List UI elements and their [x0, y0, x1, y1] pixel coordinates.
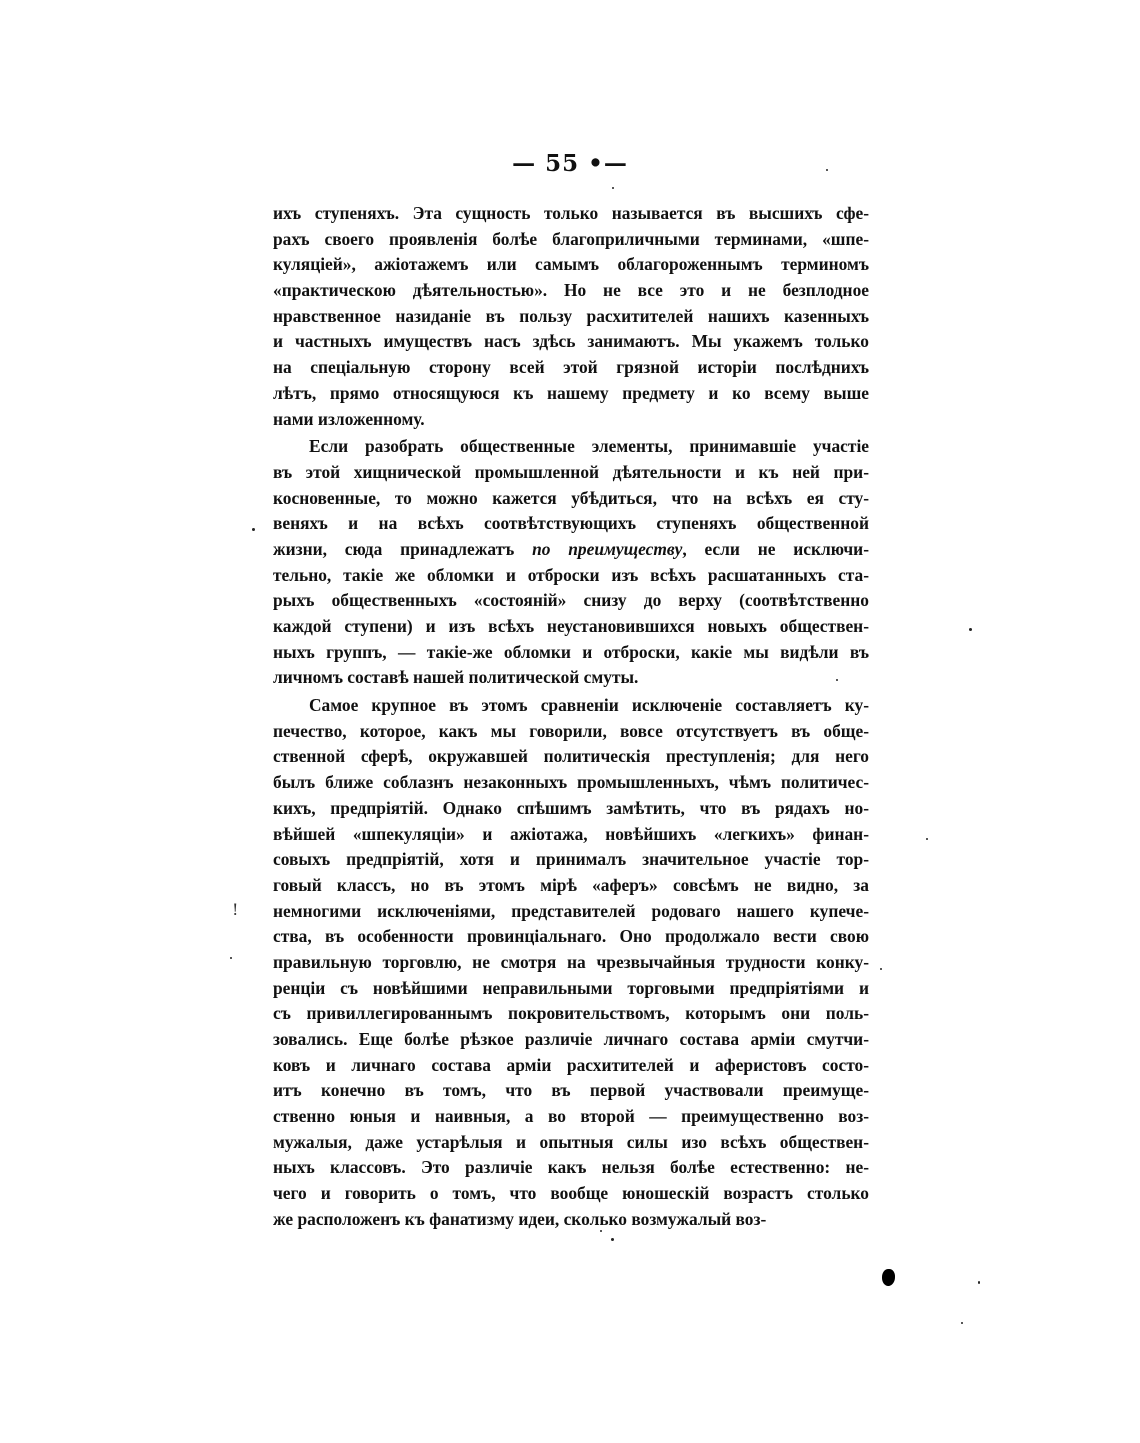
text-segment: нами изложенному. [273, 408, 425, 429]
scan-speck [836, 679, 838, 681]
text-line [273, 770, 869, 796]
text-line [273, 201, 869, 227]
text-segment: ихъ ступеняхъ. Эта сущность только называется въ высшихъ сфе- [273, 203, 869, 223]
text-segment: каждой ступени) и изъ всѣхъ неустановившихся новыхъ обществен- [273, 616, 869, 636]
text-segment: въ этой хищнической промышленной дѣятельности и къ ней при- [273, 461, 869, 482]
text-line [273, 278, 869, 304]
text-segment: рыхъ общественныхъ «состояній» снизу до верху (соотвѣтственно [273, 590, 869, 611]
text-segment: Самое крупное въ этомъ сравненіи исключеніе составляетъ ку- [309, 695, 869, 716]
text-segment: жизни, сюда принадлежатъ [273, 538, 533, 559]
text-line [273, 665, 869, 691]
text-line [273, 252, 869, 278]
text-line [273, 1078, 869, 1104]
text-segment: на спеціальную сторону всей этой грязной исторіи послѣднихъ [273, 357, 869, 378]
text-segment: тельно, такіе же обломки и отброски изъ всѣхъ расшатанныхъ ста- [273, 564, 869, 585]
text-line [273, 1130, 869, 1156]
text-segment: вѣйшей «шпекуляціи» и ажіотажа, новѣйшихъ «легкихъ» финан- [273, 823, 869, 844]
text-line [273, 563, 869, 589]
text-line [273, 899, 869, 925]
scan-speck [978, 1281, 980, 1284]
text-segment: «практическою дѣятельностью». Но не все это и не безплодное [273, 280, 869, 301]
scan-speck [826, 169, 828, 171]
text-line [273, 640, 869, 666]
scan-speck [230, 957, 232, 959]
text-segment: ныхъ группъ, — такіе-же обломки и отброски, какіе мы видѣли въ [273, 641, 869, 662]
text-line [273, 614, 869, 640]
text-segment: ственно юныя и наивныя, а во второй — преимущественно воз- [273, 1106, 869, 1127]
scan-speck [880, 968, 882, 970]
text-line [273, 976, 869, 1002]
text-segment: ства, въ особенности провинціальнаго. Оно продолжало вести свою [273, 926, 869, 947]
text-segment: былъ ближе соблазнъ незаконныхъ промышленныхъ, чѣмъ политичес- [273, 772, 869, 793]
text-line [273, 304, 869, 330]
text-segment: личномъ составѣ нашей политической смуты. [273, 667, 639, 688]
text-line [273, 719, 869, 745]
text-line [273, 924, 869, 950]
body-text [273, 201, 869, 1233]
text-segment: куляціей», ажіотажемъ или самымъ облагороженнымъ терминомъ [273, 254, 869, 275]
text-line [273, 822, 869, 848]
text-segment: лѣтъ, прямо относящуюся къ нашему предмету и ко всему выше [273, 382, 869, 403]
text-line [273, 693, 869, 719]
text-segment: Если разобрать общественные элементы, принимавшіе участіе [309, 436, 869, 457]
text-segment: ныхъ классовъ. Это различіе какъ нельзя болѣе естественно: не- [273, 1157, 869, 1178]
scan-speck [612, 187, 614, 189]
text-segment: итъ конечно въ томъ, что въ первой участвовали преимуще- [273, 1080, 869, 1101]
text-line [273, 486, 869, 512]
text-segment: совыхъ предпріятій, хотя и принималъ значительное участіе тор- [273, 849, 869, 870]
scan-speck [969, 628, 972, 631]
scan-speck [926, 838, 928, 840]
text-segment: мужалыя, даже устарѣлыя и опытныя силы изо всѣхъ обществен- [273, 1131, 869, 1152]
text-segment: правильную торговлю, не смотря на чрезвычайныя трудности конку- [273, 951, 869, 972]
stray-mark: ! [232, 900, 239, 919]
text-segment: немногими исключеніями, представителей родоваго нашего купече- [273, 900, 869, 921]
text-line [273, 744, 869, 770]
text-segment: и частныхъ имуществъ насъ здѣсь занимаютъ. Мы укажемъ только [273, 331, 869, 352]
page-number: — 55 •— [512, 150, 628, 177]
text-segment: говый классъ, но въ этомъ мірѣ «аферъ» совсѣмъ не видно, за [273, 874, 869, 895]
text-segment: печество, которое, какъ мы говорили, вовсе отсутствуетъ въ обще- [273, 720, 869, 741]
text-segment: ковъ и личнаго состава арміи расхитителей и аферистовъ состо- [273, 1054, 869, 1075]
text-line [273, 329, 869, 355]
text-segment: ренціи съ новѣйшими неправильными торговыми предпріятіями и [273, 977, 869, 998]
text-segment: съ привиллегированнымъ покровительствомъ, которымъ они поль- [273, 1003, 869, 1024]
text-line [273, 1104, 869, 1130]
scan-speck [600, 1230, 602, 1232]
text-line [273, 1207, 869, 1233]
text-line [273, 796, 869, 822]
text-line [273, 355, 869, 381]
text-line [273, 511, 869, 537]
text-segment: же расположенъ къ фанатизму идеи, сколько возмужалый воз- [273, 1208, 767, 1229]
text-line [273, 460, 869, 486]
text-line [273, 1027, 869, 1053]
text-line [273, 1155, 869, 1181]
text-segment: косновенные, то можно кажется убѣдиться, что на всѣхъ ея сту- [273, 487, 869, 508]
text-segment: чего и говорить о томъ, что вообще юношескій возрастъ столько [273, 1183, 869, 1204]
text-segment: нравственное назиданіе въ пользу расхитителей нашихъ казенныхъ [273, 305, 869, 326]
text-line [273, 537, 869, 563]
text-segment: ственной сферѣ, окружавшей политическія преступленія; для него [273, 746, 869, 767]
text-line [273, 381, 869, 407]
text-line [273, 847, 869, 873]
text-line [273, 588, 869, 614]
text-segment: веняхъ и на всѣхъ соотвѣтствующихъ ступеняхъ общественной [273, 513, 869, 534]
text-line [273, 1053, 869, 1079]
text-line [273, 434, 869, 460]
text-line [273, 873, 869, 899]
scan-speck [252, 528, 255, 531]
scan-speck [611, 1238, 614, 1241]
emphasized-text: по преимуществу [532, 538, 683, 559]
text-segment: кихъ, предпріятій. Однако спѣшимъ замѣтить, что въ рядахъ но- [273, 797, 869, 818]
text-segment: зовались. Еще болѣе рѣзкое различіе личнаго состава арміи смутчи- [273, 1029, 869, 1049]
text-line [273, 950, 869, 976]
ink-blot [882, 1269, 895, 1286]
scan-speck [961, 1322, 963, 1324]
text-line [273, 407, 869, 433]
text-line [273, 227, 869, 253]
text-line [273, 1181, 869, 1207]
text-line [273, 1001, 869, 1027]
text-segment: , если не исключи- [682, 538, 869, 559]
text-segment: рахъ своего проявленія болѣе благоприличными терминами, «шпе- [273, 228, 869, 249]
